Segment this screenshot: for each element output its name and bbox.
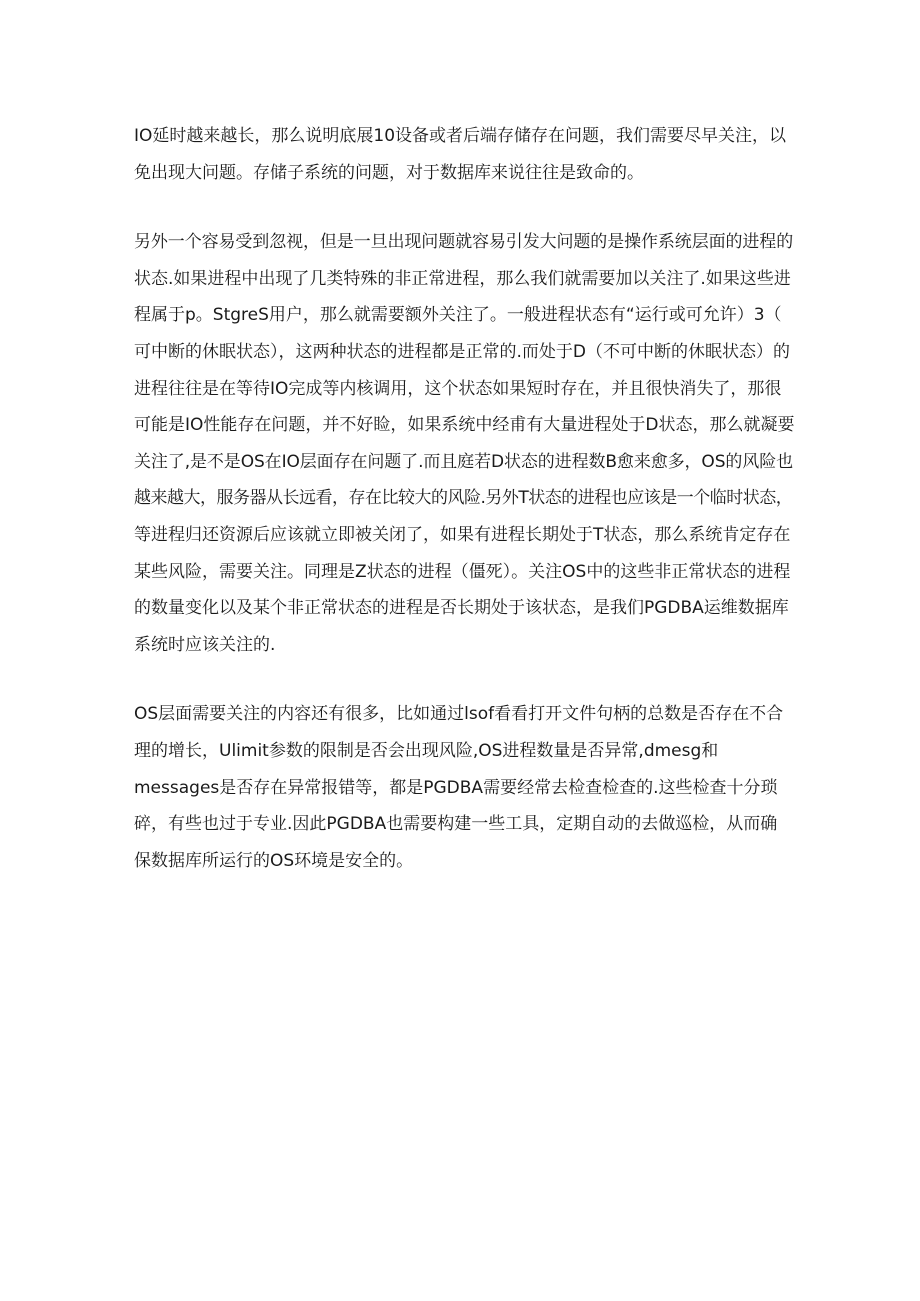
text-line: IO延时越来越长，那么说明底展10设备或者后端存储存在问题，我们需要尽早关注，以: [134, 126, 787, 146]
text-line: 理的增长，Ulimit参数的限制是否会出现风险,OS进程数量是否异常,dmesg和: [134, 740, 719, 761]
text-line: 碎，有些也过于专业.因此PGDBA也需要构建一些工具，定期自动的去做巡检，从而确: [134, 814, 778, 835]
text-line: 进程往往是在等待IO完成等内核调用，这个状态如果短时存在，并且很快消失了，那很: [134, 378, 782, 399]
document-body: [134, 118, 794, 879]
paragraph-3: [134, 696, 794, 879]
text-line: 越来越大，服务器从长远看，存在比较大的风险.另外T状态的进程也应该是一个临时状态，: [134, 488, 793, 509]
text-line: 状态.如果进程中出现了几类特殊的非正常进程，那么我们就需要加以关注了.如果这些进: [134, 268, 791, 289]
paragraph-2: [134, 224, 794, 663]
paragraph-1: [134, 118, 794, 191]
text-line: messages是否存在异常报错等，都是PGDBA需要经常去检查检查的.这些检查十分琐: [134, 777, 778, 798]
text-line: 可能是IO性能存在问题，并不好睑，如果系统中经甫有大量进程处于D状态，那么就凝要: [134, 415, 794, 436]
text-line: 程属于p。StgreS用户，那么就需要额外关注了。一般进程状态有“运行或可允许）3（: [134, 305, 782, 326]
text-line: 的数量变化以及某个非正常状态的进程是否长期处于该状态，是我们PGDBA运维数据库: [134, 598, 789, 619]
text-line: 某些风险，需要关注。同理是Z状态的进程（僵死）。关注OS中的这些非正常状态的进程: [134, 561, 791, 582]
text-line: 等进程归还资源后应该就立即被关闭了，如果有进程长期处于T状态，那么系统肯定存在: [134, 524, 791, 545]
text-line: 免出现大问题。存储子系统的问题，对于数据库来说往往是致命的。: [134, 162, 644, 183]
text-line: 另外一个容易受到忽视，但是一旦出现问题就容易引发大问题的是操作系统层面的进程的: [134, 232, 794, 253]
text-line: 可中断的休眠状态），这两种状态的进程都是正常的.而处于D（不可中断的休眠状态）的: [134, 341, 790, 362]
text-line: OS层面需要关注的内容还有很多，比如通过lsof看看打开文件句柄的总数是否存在不合: [134, 704, 784, 725]
text-line: 保数据库所运行的OS环境是安全的。: [134, 850, 414, 871]
text-line: 关注了,是不是OS在IO层面存在问题了.而且庭若D状态的进程数B愈来愈多，OS的风险也: [134, 451, 793, 472]
text-line: 系统时应该关注的.: [134, 634, 276, 655]
